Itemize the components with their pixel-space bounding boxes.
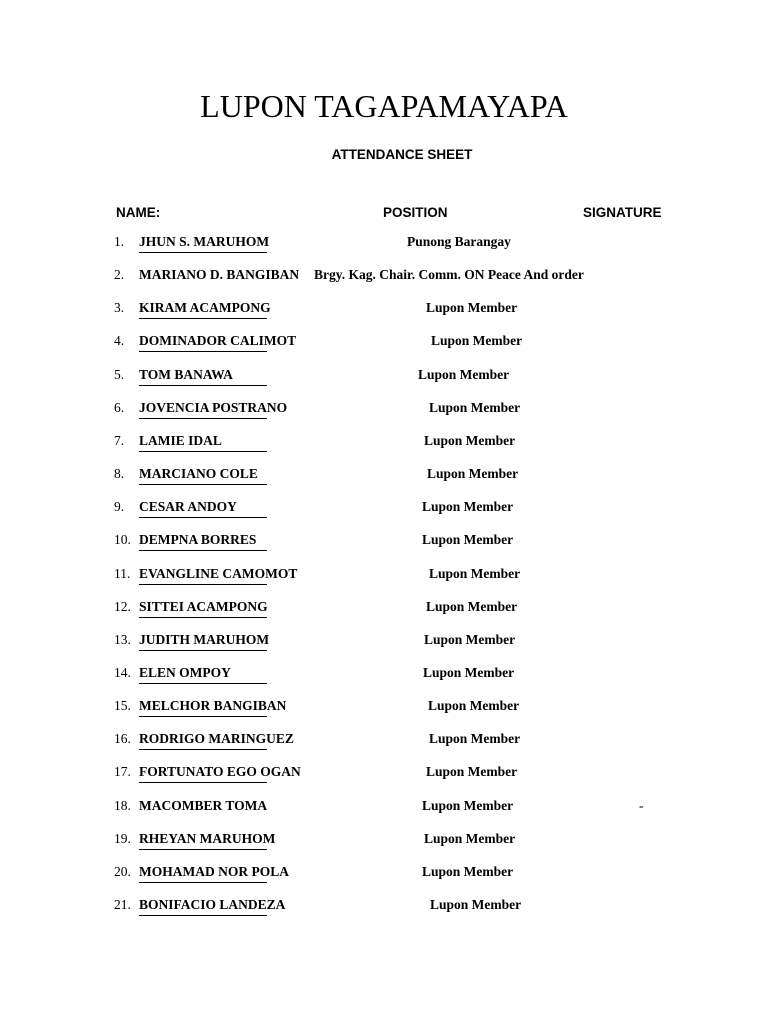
signature-line [139,617,267,618]
row-number: 10. [114,532,131,548]
table-row [0,798,768,831]
document-title: LUPON TAGAPAMAYAPA [200,88,568,124]
table-row [0,267,768,300]
table-row [0,831,768,864]
signature-line [139,451,267,452]
member-name: EVANGLINE CAMOMOT [139,565,298,581]
signature-line [139,882,267,883]
member-position: Lupon Member [422,863,514,879]
signature-line [139,550,267,551]
member-position: Lupon Member [430,897,522,912]
signature-line [139,418,267,419]
row-number: 6. [114,399,125,415]
row-number: 21. [114,897,131,912]
row-number: 3. [114,300,125,316]
member-name: FORTUNATO EGO OGAN [139,764,301,780]
signature-line [139,716,267,717]
row-number: 13. [114,631,131,647]
row-number: 8. [114,466,125,482]
table-row [0,764,768,797]
member-position: Lupon Member [418,366,510,382]
signature-line [139,749,267,750]
member-position: Lupon Member [422,499,514,515]
position-column-header: POSITION [383,205,448,220]
signature-mark: - [639,797,644,813]
signature-line [139,385,267,386]
row-number: 7. [114,432,125,448]
member-name: CESAR ANDOY [139,499,237,515]
member-name: RHEYAN MARUHOM [139,830,276,846]
table-row [0,466,768,499]
signature-line [139,650,267,651]
table-row [0,599,768,632]
signature-line [139,584,267,585]
member-name: TOM BANAWA [139,366,233,382]
table-row [0,665,768,698]
member-name: JHUN S. MARUHOM [139,234,270,249]
member-position: Lupon Member [424,631,516,647]
name-column-header: NAME: [116,205,161,220]
table-row [0,532,768,565]
member-position: Lupon Member [424,432,516,448]
member-position: Lupon Member [431,333,523,349]
row-number: 16. [114,731,131,747]
table-row [0,897,768,930]
member-position: Lupon Member [424,830,516,846]
table-row [0,400,768,433]
row-number: 5. [114,366,125,382]
row-number: 17. [114,764,131,780]
table-row [0,333,768,366]
signature-line [139,252,267,253]
member-name: ELEN OMPOY [139,664,231,680]
signature-line [139,517,267,518]
table-row [0,367,768,400]
table-row [0,731,768,764]
member-position: Lupon Member [423,664,515,680]
member-position: Lupon Member [426,300,518,316]
table-row [0,234,768,267]
table-row [0,433,768,466]
member-name: MARCIANO COLE [139,466,258,482]
signature-line [139,318,267,319]
member-position: Punong Barangay [407,234,511,249]
table-row [0,698,768,731]
table-row [0,864,768,897]
signature-column-header: SIGNATURE [583,205,662,220]
table-row [0,566,768,599]
signature-line [139,915,267,916]
member-position: Lupon Member [426,598,518,614]
member-position: Lupon Member [429,565,521,581]
row-number: 14. [114,664,131,680]
row-number: 4. [114,333,125,349]
row-number: 19. [114,830,131,846]
member-name: MACOMBER TOMA [139,797,268,813]
member-name: DOMINADOR CALIMOT [139,333,297,349]
member-position: Lupon Member [427,466,519,482]
member-position: Lupon Member [422,797,514,813]
signature-line [139,484,267,485]
member-name: DEMPNA BORRES [139,532,257,548]
member-name: MOHAMAD NOR POLA [139,863,289,879]
member-name: KIRAM ACAMPONG [139,300,271,316]
member-position: Lupon Member [428,698,520,714]
table-row [0,632,768,665]
member-name: JUDITH MARUHOM [139,631,270,647]
member-position: Brgy. Kag. Chair. Comm. ON Peace And order [314,267,584,283]
member-name: RODRIGO MARINGUEZ [139,731,294,747]
member-name: LAMIE IDAL [139,432,222,448]
row-number: 1. [114,234,125,249]
signature-line [139,849,267,850]
member-name: JOVENCIA POSTRANO [139,399,288,415]
row-number: 20. [114,863,131,879]
member-position: Lupon Member [426,764,518,780]
table-row [0,499,768,532]
row-number: 18. [114,797,131,813]
member-position: Lupon Member [429,731,521,747]
member-position: Lupon Member [422,532,514,548]
signature-line [139,351,267,352]
signature-line [139,782,267,783]
row-number: 12. [114,598,131,614]
table-row [0,300,768,333]
member-name: MARIANO D. BANGIBAN [139,267,300,283]
row-number: 15. [114,698,131,714]
member-name: MELCHOR BANGIBAN [139,698,287,714]
document-subtitle: ATTENDANCE SHEET [331,147,473,162]
member-position: Lupon Member [429,399,521,415]
member-name: SITTEI ACAMPONG [139,598,268,614]
row-number: 11. [114,565,131,581]
member-name: BONIFACIO LANDEZA [139,897,286,912]
row-number: 2. [114,267,125,283]
row-number: 9. [114,499,125,515]
signature-line [139,683,267,684]
